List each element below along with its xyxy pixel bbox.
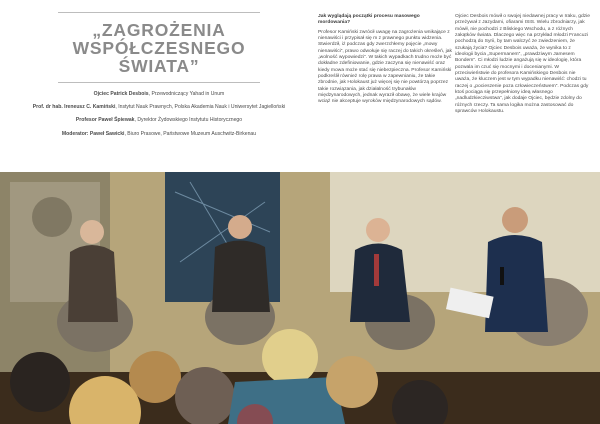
title-top-rule [58,12,260,13]
moderator-body [485,235,548,332]
article-column-right [455,14,590,116]
title-line: ŚWIATA” [118,56,200,76]
panelist-role: , Przewodniczący Yahad in Unum [148,91,225,97]
audience-head [262,329,318,385]
banner-face [32,197,72,237]
article-column-middle [318,14,453,106]
panelist-name: Prof. dr hab. Ireneusz C. Kamiński [32,104,116,111]
audience-head [10,352,70,412]
panelist-head [228,215,252,239]
column-body: Profesor Kamiński zwrócił uwagę na zagrożenia wnikające z nienawiści i przypisał się m z prawnego punktu widzenia. Stwierdził, iż podczas gdy zwerzchłemy pojęcie „mowy nienawiści”, prawo odwołuje się raczej do takich określeń, jak „wolność wypowiedzi”. W takich wypadkach trudno może być dokładne zdefiniowanie, gdzie zaczyna się nienawiść oraz kiedy mowa może stać się niebezpieczna. Profesor Kamiński podkreślił również rolę prawa w zapewnianiu, że takie zbrodnie, jak Holokaust już więcej się nie powtórzą poprzez takie rozwiązania, jak działalność trybunałów międzynarodowych, jednak wyraził obawę, że wiele krajów wciąż nie akceptuje wyroków międzynarodowych sądów. [318,29,452,105]
title-bottom-rule [58,82,260,83]
panelist-role: , Instytut Nauk Prawnych, Polska Akademia Nauk i Uniwersytet Jagielloński [115,104,286,111]
panelist-credit [28,91,290,98]
panelist-credit [28,104,290,111]
column-body: Ojciec Desbois mówił o swojej niedawnej pracy w Iraku, gdzie przeżywał z Jazydami, ofiarami ISIS. Wielu zbrodniarzy, jak mówił, nie pochodzi z Bliskiego Wschodu, a z różnych zakątków świata. Dlaczego więc na przykład młodzi Francuzi pochodzą do Syrii, by tam walczyć ze zwiedzeniem, że szukają życia? Ojciec Desbois uważa, że wynika to z ideologii bycia „Supermanem”, „prawdziwym Jamesem Bondem”. Ci młodzi ludzie angażują się w ideologię, która pozwala im czuć się mocnymi i docenianymi. W przeciwieństwie do profesora Kamińskiego Desbois nie uważa, że kluczem jest w tym wypadku nienawiść: chodzi tu raczej o „pocieszenie poza człowieczeństwem”. Podczas gdy ktoś pociąga się przepełniony ideą własnego „nadludzkiecziwstwa”, jak dodaje Ojciec, będzie zdolny do różnych rzeczy. Ta sama logika można zastosować do sprawców Holokaustu. [455,14,591,115]
panelist-body [212,241,270,313]
panelist-role: , Dyrektor Żydowskiego Instytutu Historycznego [134,117,243,124]
audience-head [326,356,378,408]
microphone [500,267,504,285]
article-title [28,21,290,75]
photo-illustration [0,172,600,424]
title-line: WSPÓŁCZESNEGO [72,38,246,58]
panelist-tie [374,254,379,286]
panelist-head [366,218,390,242]
panelist-body [350,244,410,323]
panelist-body [68,245,118,322]
section-question: Jak wyglądają początki procesu masowego mordowania? [318,14,420,26]
title-block [28,12,290,144]
moderator-head [502,207,528,233]
title-line: „ZAGROŻENIA [92,20,226,40]
panelist-credit [28,117,290,124]
article-text-area [0,0,600,172]
panelist-name: Profesor Paweł Śpiewak [75,117,135,124]
panelist-name: Moderator: Paweł Sawicki [61,130,125,137]
panelist-role: , Biuro Prasowe, Państwowe Muzeum Auschwitz-Birkenau [124,130,257,137]
panel-discussion-photo [0,172,600,424]
panelists-list [28,91,290,138]
panelist-credit [28,131,290,138]
panelist-name: Ojciec Patrick Desbois [93,91,149,97]
panelist-head [80,220,104,244]
